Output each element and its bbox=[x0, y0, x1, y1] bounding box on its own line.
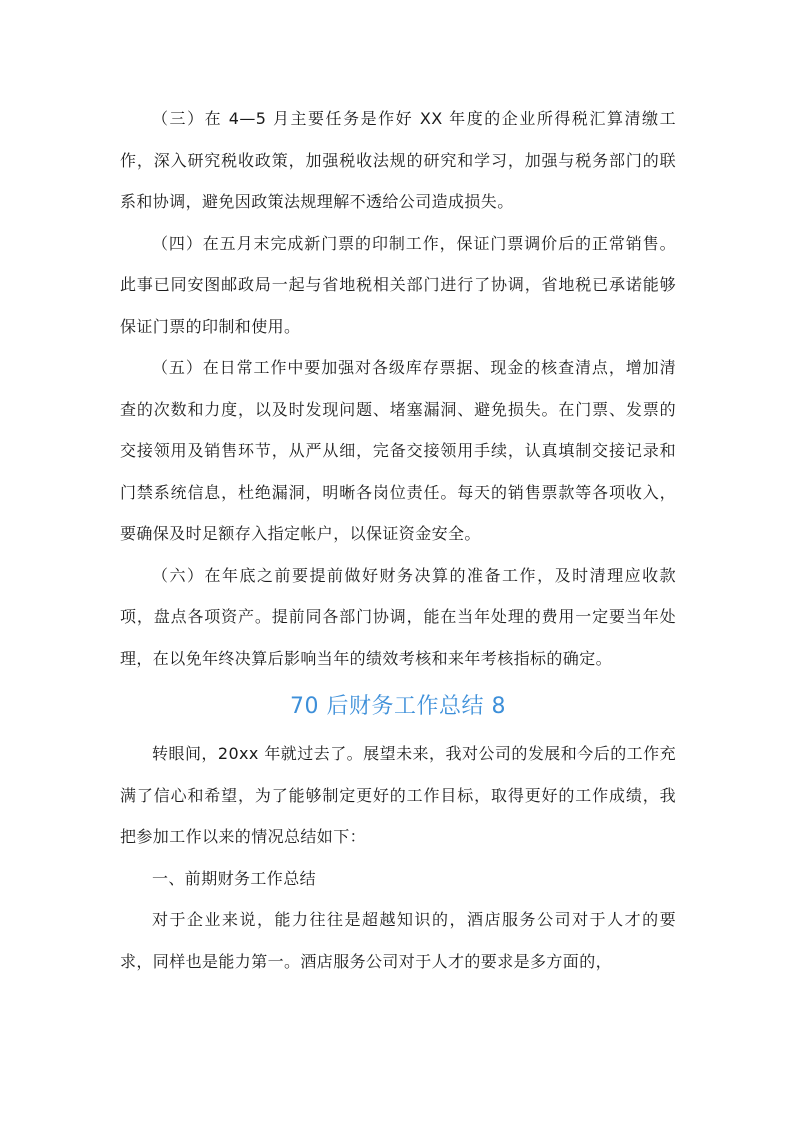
paragraph-item-3: （三）在 4—5 月主要任务是作好 XX 年度的企业所得税汇算清缴工作，深入研究税收政策，加强税收法规的研究和学习，加强与税务部门的联系和协调，避免因政策法规理解不透给公司造成损失。 bbox=[120, 109, 676, 211]
section-heading: 70 后财务工作总结 8 bbox=[290, 694, 506, 719]
paragraph-item-4: （四）在五月末完成新门票的印制工作，保证门票调价后的正常销售。此事已同安图邮政局一起与省地税相关部门进行了协调，省地税已承诺能够保证门票的印制和使用。 bbox=[120, 233, 676, 336]
intro-paragraph: 转眼间，20xx 年就过去了。展望未来，我对公司的发展和今后的工作充满了信心和希望，为了能够制定更好的工作目标，取得更好的工作成绩，我把参加工作以来的情况总结如下： bbox=[120, 744, 676, 846]
document-page bbox=[120, 98, 676, 982]
paragraph-item-6: （六）在年底之前要提前做好财务决算的准备工作，及时清理应收款项，盘点各项资产。提前同各部门协调，能在当年处理的费用一定要当年处理，在以免年终决算后影响当年的绩效考核和来年考核指标的确定。 bbox=[120, 565, 676, 668]
paragraph-item-5: （五）在日常工作中要加强对各级库存票据、现金的核查清点，增加清查的次数和力度，以及时发现问题、堵塞漏洞、避免损失。在门票、发票的交接领用及销售环节，从严从细，完备交接领用手续，认真填制交接记录和门禁系统信息，杜绝漏洞，明晰各岗位责任。每天的销售票款等各项收入，要确保及时足额存入指定帐户，以保证资金安全。 bbox=[120, 358, 676, 543]
body-paragraph: 对于企业来说，能力往往是超越知识的，酒店服务公司对于人才的要求，同样也是能力第一。酒店服务公司对于人才的要求是多方面的， bbox=[120, 910, 676, 971]
subsection-title: 一、前期财务工作总结 bbox=[152, 868, 317, 888]
